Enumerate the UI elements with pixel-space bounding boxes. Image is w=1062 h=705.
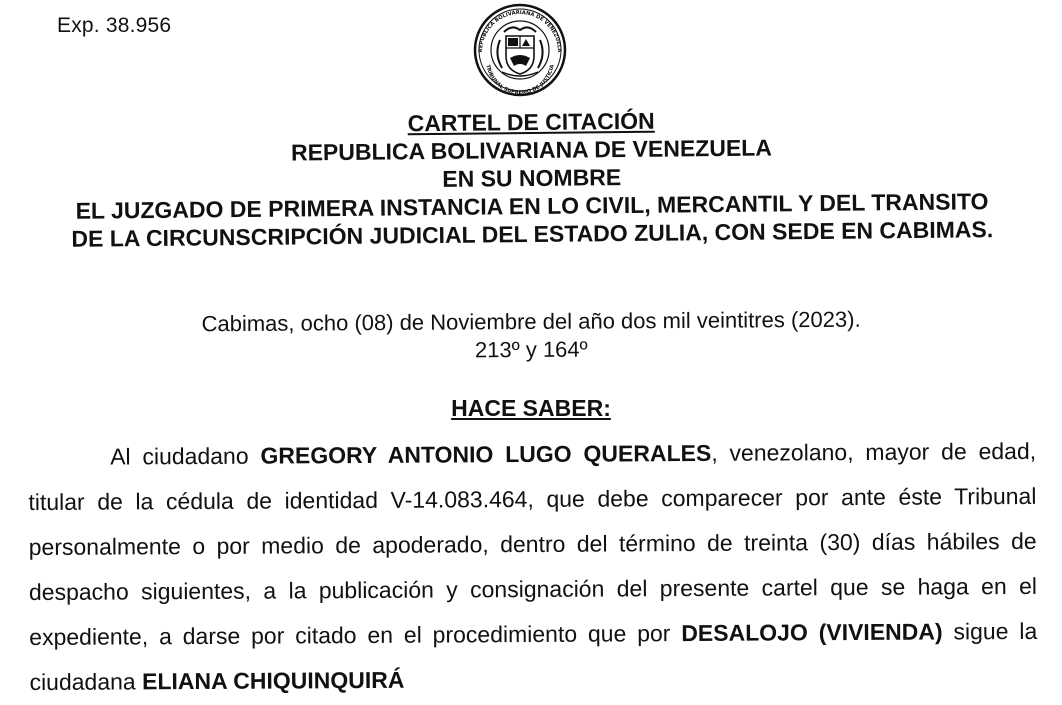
- republic-line: REPUBLICA BOLIVARIANA DE VENEZUELA: [290, 134, 773, 166]
- seal-bottom-text: TRIBUNAL SUPREMO DE JUSTICIA: [484, 64, 556, 97]
- notice-text-2: , venezolano, mayor de edad, titular de la cédula de identidad V-14.083.464, que debe comparecer por ante éste Tribunal personalmente o por medio de apoderado, dentro del término de treinta (30) días hábiles de despacho siguientes, a la publicación y consignación del presente cartel que se haga en el expediente, a darse por citado en el procedimiento que por: [28, 437, 1038, 651]
- seal-top-text: REPUBLICA BOLIVARIANA DE VENEZUELA: [477, 9, 563, 53]
- date-block: [0, 304, 1062, 367]
- plaintiff-name: ELIANA CHIQUINQUIRÁ: [141, 666, 405, 695]
- notice-body: [28, 429, 1038, 705]
- notice-paragraph: [28, 429, 1038, 705]
- place-date: Cabimas, ocho (08) de Noviembre del año dos mil veintitres (2023).: [201, 306, 861, 337]
- document-heading: [0, 102, 1062, 253]
- notice-text-3: sigue la ciudadana: [29, 617, 1038, 696]
- years-line: 213º y 164º: [474, 336, 588, 363]
- court-name: EL JUZGADO DE PRIMERA INSTANCIA EN LO CIVIL, MERCANTIL Y DEL TRANSITO DE LA CIRCUNSCRIPCIÓN JUDICIAL DEL ESTADO ZULIA, CON SEDE EN CABIMAS.: [71, 188, 994, 252]
- defendant-name: GREGORY ANTONIO LUGO QUERALES: [260, 439, 712, 469]
- document-title: CARTEL DE CITACIÓN: [407, 107, 655, 137]
- claim-type: DESALOJO (VIVIENDA): [681, 618, 943, 647]
- seal-icon: [460, 2, 580, 98]
- notice-text-1: Al ciudadano: [110, 442, 261, 470]
- coat-of-arms-seal: [460, 2, 580, 98]
- hace-saber-heading: HACE SABER:: [451, 395, 611, 421]
- in-its-name-line: EN SU NOMBRE: [442, 164, 622, 192]
- case-number: Exp. 38.956: [57, 14, 172, 37]
